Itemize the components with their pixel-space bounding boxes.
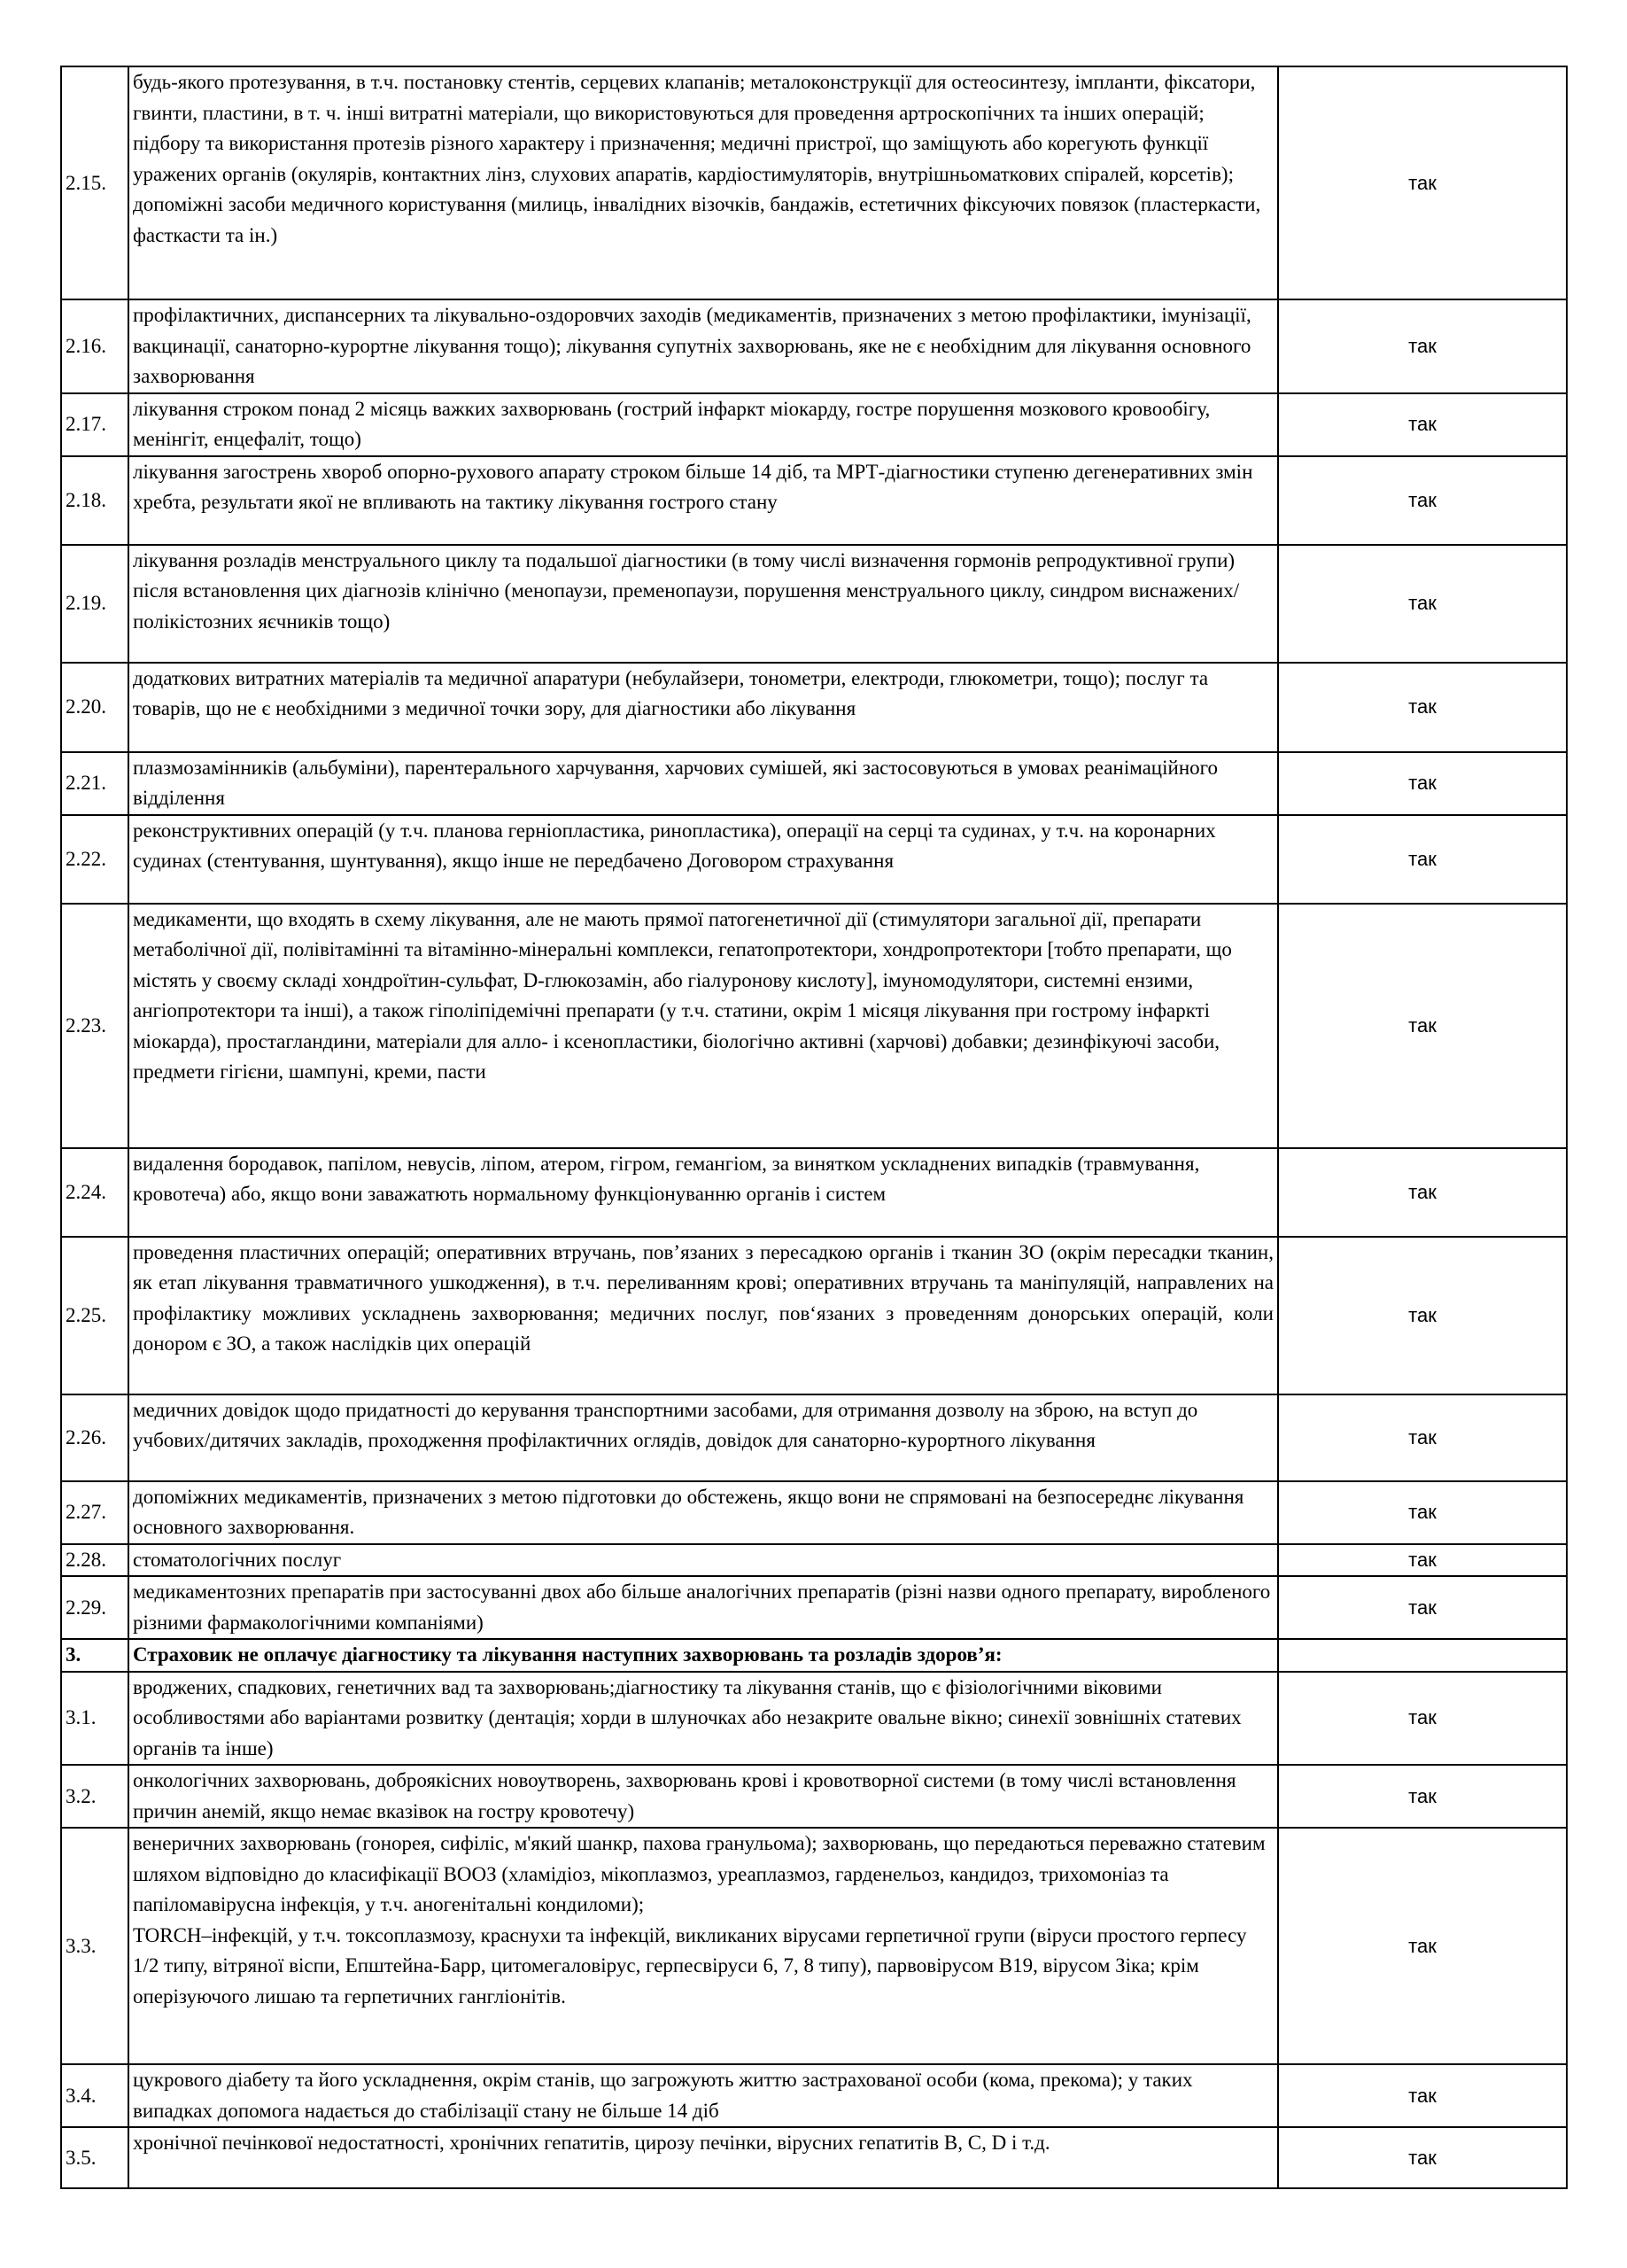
row-value: так	[1278, 663, 1567, 752]
row-description: додаткових витратних матеріалів та медичної апаратури (небулайзери, тонометри, електроди, глюкометри, тощо); послуг та товарів, що не є необхідними з медичної точки зору, для діагностики або лікування	[128, 663, 1278, 752]
row-value: так	[1278, 815, 1567, 904]
row-value: так	[1278, 393, 1567, 456]
row-number: 2.25.	[61, 1237, 128, 1394]
row-description: проведення пластичних операцій; оперативних втручань, пов’язаних з пересадкою органів і тканин ЗО (окрім пересадки тканин, як етап лікування травматичного ушкодження), в т.ч. переливанням крові; оперативних втручань та маніпуляцій, направлених на профілактику можливих ускладнень захворювання; медичних послуг, пов‘язаних з проведенням донорських операцій, коли донором є ЗО, а також наслідків цих операцій	[128, 1237, 1278, 1394]
row-value: так	[1278, 1672, 1567, 1766]
row-description: цукрового діабету та його ускладнення, окрім станів, що загрожують життю застрахованої особи (кома, прекома); у таких випадках допомога надається до стабілізації стану не більше 14 діб	[128, 2064, 1278, 2127]
table-row	[61, 815, 1567, 904]
row-value	[1278, 1639, 1567, 1672]
row-value: так	[1278, 1394, 1567, 1481]
table-row	[61, 545, 1567, 663]
row-value: так	[1278, 1481, 1567, 1544]
table-row	[61, 2127, 1567, 2188]
row-value: так	[1278, 1544, 1567, 1577]
row-number: 3.3.	[61, 1828, 128, 2064]
row-number: 3.5.	[61, 2127, 128, 2188]
row-description: хронічної печінкової недостатності, хронічних гепатитів, цирозу печінки, вірусних гепатитів В, С, D і т.д.	[128, 2127, 1278, 2188]
table-row	[61, 1544, 1567, 1577]
row-number: 3.4.	[61, 2064, 128, 2127]
table-row	[61, 299, 1567, 393]
row-value: так	[1278, 545, 1567, 663]
table-row	[61, 66, 1567, 299]
table-row	[61, 1237, 1567, 1394]
row-value: так	[1278, 1576, 1567, 1639]
row-description: медикаментозних препаратів при застосуванні двох або більше аналогічних препаратів (різні назви одного препарату, виробленого різними фармакологічними компаніями)	[128, 1576, 1278, 1639]
row-description: видалення бородавок, папілом, невусів, ліпом, атером, гігром, гемангіом, за винятком ускладнених випадків (травмування, кровотеча) або, якщо вони заважатють нормальному функціонуванню органів і систем	[128, 1148, 1278, 1237]
row-value: так	[1278, 1828, 1567, 2064]
table-row	[61, 1765, 1567, 1828]
row-number: 2.19.	[61, 545, 128, 663]
row-number: 2.24.	[61, 1148, 128, 1237]
exclusions-table	[60, 66, 1568, 2189]
section-header-row	[61, 1639, 1567, 1672]
row-value: так	[1278, 2127, 1567, 2188]
table-row	[61, 752, 1567, 815]
row-description: медичних довідок щодо придатності до керування транспортними засобами, для отримання дозволу на зброю, на вступ до учбових/дитячих закладів, проходження профілактичних оглядів, довідок для санаторно-курортного лікування	[128, 1394, 1278, 1481]
row-number: 2.18.	[61, 456, 128, 545]
row-number: 2.29.	[61, 1576, 128, 1639]
row-description: стоматологічних послуг	[128, 1544, 1278, 1577]
row-description-part: TORCH–інфекцій, у т.ч. токсоплазмозу, краснухи та інфекцій, викликаних вірусами герпетичної групи (віруси простого герпесу 1/2 типу, вітряної віспи, Епштейна-Барр, цитомегаловірус, герпесвіруси 6, 7, 8 типу), парвовірусом В19, вірусом Зіка; крім оперізуючого лишаю та герпетичних гангліонітів.	[133, 1923, 1247, 2008]
row-value: так	[1278, 299, 1567, 393]
row-description-part: венеричних захворювань (гонорея, сифіліс, м'який шанкр, пахова гранульома); захворювань, що передаються переважно статевим шляхом відповідно до класифікації ВООЗ (хламідіоз, мікоплазмоз, уреаплазмоз, гарденельоз, кандидоз, трихомоніаз та папіломавірусна інфекція, у т.ч. аногенітальні кондиломи);	[133, 1832, 1266, 1915]
row-number: 2.15.	[61, 66, 128, 299]
row-description: медикаменти, що входять в схему лікування, але не мають прямої патогенетичної дії (стимулятори загальної дії, препарати метаболічної дії, полівітамінні та вітамінно-мінеральні комплекси, гепатопротектори, хондропротектори [тобто препарати, що містять у своєму складі хондроїтин-сульфат, D-глюкозамін, або гіалуронову кислоту], імуномодулятори, системні ензими, ангіопротектори та інші), а також гіполіпідемічні препарати (у т.ч. статини, окрім 1 місяця лікування при гострому інфаркті міокарда), простагландини, матеріали для алло- і ксенопластики, біологічно активні (харчові) добавки; дезинфікуючі засоби, предмети гігієни, шампуні, креми, пасти	[128, 904, 1278, 1148]
row-number: 2.22.	[61, 815, 128, 904]
row-description: вроджених, спадкових, генетичних вад та захворювань;діагностику та лікування станів, що є фізіологічними віковими особливостями або варіантами розвитку (дентація; хорди в шлуночках або незакрите овальне вікно; синехії зовнішніх статевих органів та інше)	[128, 1672, 1278, 1766]
row-number: 2.21.	[61, 752, 128, 815]
table-row	[61, 1672, 1567, 1766]
row-number: 2.17.	[61, 393, 128, 456]
row-description: реконструктивних операцій (у т.ч. планова герніопластика, ринопластика), операції на серці та судинах, у т.ч. на коронарних судинах (стентування, шунтування), якщо інше не передбачено Договором страхування	[128, 815, 1278, 904]
table-row	[61, 1576, 1567, 1639]
row-value: так	[1278, 1237, 1567, 1394]
row-description: лікування розладів менструального циклу та подальшої діагностики (в тому числі визначення гормонів репродуктивної групи) після встановлення цих діагнозів клінічно (менопаузи, пременопаузи, порушення менструального циклу, синдром виснажених/полікістозних яєчників тощо)	[128, 545, 1278, 663]
row-number: 2.26.	[61, 1394, 128, 1481]
row-description: допоміжних медикаментів, призначених з метою підготовки до обстежень, якщо вони не спрямовані на безпосереднє лікування основного захворювання.	[128, 1481, 1278, 1544]
table-row	[61, 663, 1567, 752]
row-number: 2.16.	[61, 299, 128, 393]
table-row	[61, 1394, 1567, 1481]
row-number: 2.28.	[61, 1544, 128, 1577]
row-number: 2.23.	[61, 904, 128, 1148]
table-row	[61, 1481, 1567, 1544]
row-number: 3.	[61, 1639, 128, 1672]
row-number: 3.1.	[61, 1672, 128, 1766]
row-description: лікування загострень хвороб опорно-рухового апарату строком більше 14 діб, та МРТ-діагностики ступеню дегенеративних змін хребта, результати якої не впливають на тактику лікування гострого стану	[128, 456, 1278, 545]
row-description: профілактичних, диспансерних та лікувально-оздоровчих заходів (медикаментів, призначених з метою профілактики, імунізації, вакцинації, санаторно-курортне лікування тощо); лікування супутніх захворювань, яке не є необхідним для лікування основного захворювання	[128, 299, 1278, 393]
section-title: Страховик не оплачує діагностику та лікування наступних захворювань та розладів здоров’я:	[128, 1639, 1278, 1672]
table-row	[61, 904, 1567, 1148]
row-description: будь-якого протезування, в т.ч. постановку стентів, серцевих клапанів; металоконструкції для остеосинтезу, імпланти, фіксатори, гвинти, пластини, в т. ч. інші витратні матеріали, що використовуються для проведення артроскопічних та інших операцій; підбору та використання протезів різного характеру і призначення; медичні пристрої, що заміщують або корегують функції уражених органів (окулярів, контактних лінз, слухових апаратів, кардіостимуляторів, внутрішньоматкових спіралей, корсетів); допоміжні засоби медичного користування (милиць, інвалідних візочків, бандажів, естетичних фіксуючих повязок (пластеркасти, фасткасти та ін.)	[128, 66, 1278, 299]
row-description: лікування строком понад 2 місяць важких захворювань (гострий інфаркт міокарду, гостре порушення мозкового кровообігу, менінгіт, енцефаліт, тощо)	[128, 393, 1278, 456]
table-row	[61, 1828, 1567, 2064]
table-row	[61, 2064, 1567, 2127]
exclusions-table-body	[61, 66, 1567, 2188]
row-value: так	[1278, 2064, 1567, 2127]
row-description	[128, 1828, 1278, 2064]
table-row	[61, 393, 1567, 456]
row-description: плазмозамінників (альбуміни), парентерального харчування, харчових сумішей, які застосовуються в умовах реанімаційного відділення	[128, 752, 1278, 815]
row-description: онкологічних захворювань, доброякісних новоутворень, захворювань крові і кровотворної системи (в тому числі встановлення причин анемій, якщо немає вказівок на гостру кровотечу)	[128, 1765, 1278, 1828]
row-number: 3.2.	[61, 1765, 128, 1828]
table-row	[61, 456, 1567, 545]
row-value: так	[1278, 66, 1567, 299]
row-value: так	[1278, 752, 1567, 815]
row-number: 2.27.	[61, 1481, 128, 1544]
row-value: так	[1278, 904, 1567, 1148]
row-value: так	[1278, 456, 1567, 545]
row-value: так	[1278, 1148, 1567, 1237]
row-number: 2.20.	[61, 663, 128, 752]
table-row	[61, 1148, 1567, 1237]
row-value: так	[1278, 1765, 1567, 1828]
